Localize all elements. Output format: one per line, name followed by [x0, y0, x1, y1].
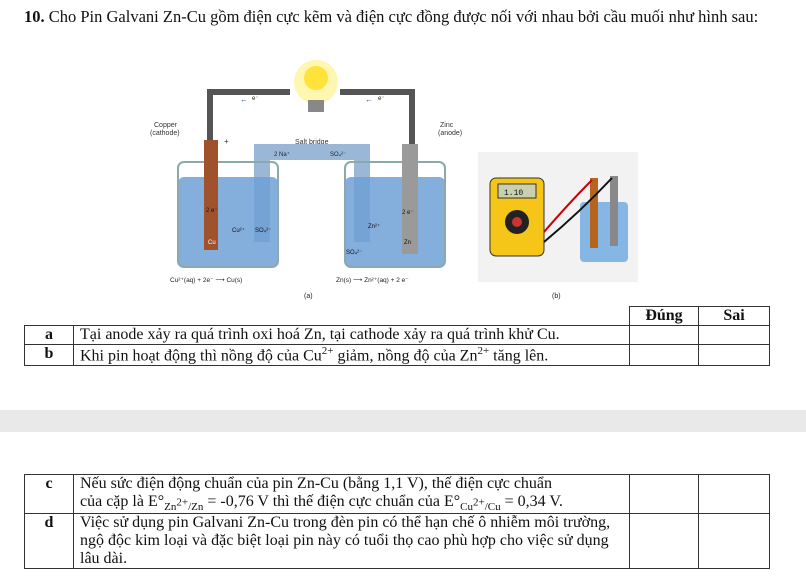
true-false-table-1: [24, 306, 770, 366]
plus-sign: +: [224, 137, 229, 146]
statement-c: Nếu sức điện động chuẩn của pin Zn-Cu (bằng 1,1 V), thế điện cực chuẩn của cặp là $E^\circ_{Zn^{2+}/Zn} = -0,76$ V thì thế điện cực chuẩn của $E^\circ_{Cu^{2+}/Cu} = 0,34$ V.: [74, 475, 630, 514]
figure-label-a: (a): [304, 293, 313, 300]
row-label-d: d: [25, 514, 74, 569]
answer-true-b[interactable]: [630, 345, 699, 366]
row-label-c: c: [25, 475, 74, 514]
meter-display: 1.10: [504, 189, 524, 198]
header-true: Đúng: [630, 307, 699, 326]
svg-text:←: ←: [240, 95, 248, 104]
question-text: [24, 6, 784, 28]
figure-label-b: (b): [552, 293, 561, 300]
statement-a: Tại anode xảy ra quá trình oxi hoá Zn, tại cathode xảy ra quá trình khử Cu.: [74, 326, 630, 345]
header-false: Sai: [699, 307, 770, 326]
question-body: Cho Pin Galvani Zn-Cu gồm điện cực kẽm và điện cực đồng được nối với nhau bởi cầu muối như hình sau:: [48, 7, 759, 26]
two-e-right-label: 2 e⁻: [402, 210, 414, 216]
true-false-table-2: [24, 474, 770, 569]
answer-true-c[interactable]: [630, 475, 699, 514]
page-break-gap: [0, 410, 806, 432]
galvanic-cell-figure: [140, 52, 660, 302]
so4-left-label: SO₄²⁻: [255, 228, 272, 234]
row-label-b: b: [25, 345, 74, 366]
row-label-a: a: [25, 326, 74, 345]
na-ion-label: 2 Na⁺: [274, 152, 290, 158]
copper-label: Copper: [154, 122, 177, 129]
photo-beakers: [580, 202, 628, 262]
question-number: 10.: [24, 7, 45, 26]
answer-true-a[interactable]: [630, 326, 699, 345]
copper-electrode: [204, 140, 218, 250]
statement-b: Khi pin hoạt động thì nồng độ của $Cu^{2+}$ giảm, nồng độ của $Zn^{2+}$ tăng lên.: [74, 345, 630, 366]
left-beaker: [178, 177, 278, 267]
cu-ion-label: Cu²⁺: [232, 228, 245, 234]
answer-false-b[interactable]: [699, 345, 770, 366]
anode-label: (anode): [438, 130, 463, 137]
figure-svg: [140, 52, 660, 302]
zinc-label: Zinc: [440, 122, 454, 129]
two-e-left-label: 2 e⁻: [206, 208, 218, 214]
cu-atom-label: Cu: [208, 240, 216, 246]
anode-equation: Zn(s) ⟶ Zn²⁺(aq) + 2 e⁻: [336, 277, 409, 284]
zn-atom-label: Zn: [404, 240, 412, 246]
electron-label-left: e⁻: [252, 96, 259, 102]
answer-true-d[interactable]: [630, 514, 699, 569]
table-row-b: [25, 345, 770, 366]
table-row-a: [25, 326, 770, 345]
cathode-equation: Cu²⁺(aq) + 2e⁻ ⟶ Cu(s): [170, 277, 243, 284]
answer-false-d[interactable]: [699, 514, 770, 569]
answer-false-c[interactable]: [699, 475, 770, 514]
table-row-d: [25, 514, 770, 569]
statement-d: Việc sử dụng pin Galvani Zn-Cu trong đèn pin có thể hạn chế ô nhiễm môi trường, ngộ độc kim loại và đặc biệt loại pin này có tuổi thọ cao phù hợp cho việc sử dụng lâu dài.: [74, 514, 630, 569]
cathode-label: (cathode): [150, 130, 180, 137]
electron-label-right: e⁻: [378, 96, 385, 102]
zinc-electrode: [402, 144, 418, 254]
zn-ion-label: Zn²⁺: [368, 224, 381, 230]
table-row-c: [25, 475, 770, 514]
table-header-row: [25, 307, 770, 326]
answer-false-a[interactable]: [699, 326, 770, 345]
salt-bridge-label: Salt bridge: [295, 139, 329, 146]
so4-bridge-label: SO₄²⁻: [330, 152, 347, 158]
so4-right-label: SO₄²⁻: [346, 250, 363, 256]
svg-text:←: ←: [365, 95, 373, 104]
